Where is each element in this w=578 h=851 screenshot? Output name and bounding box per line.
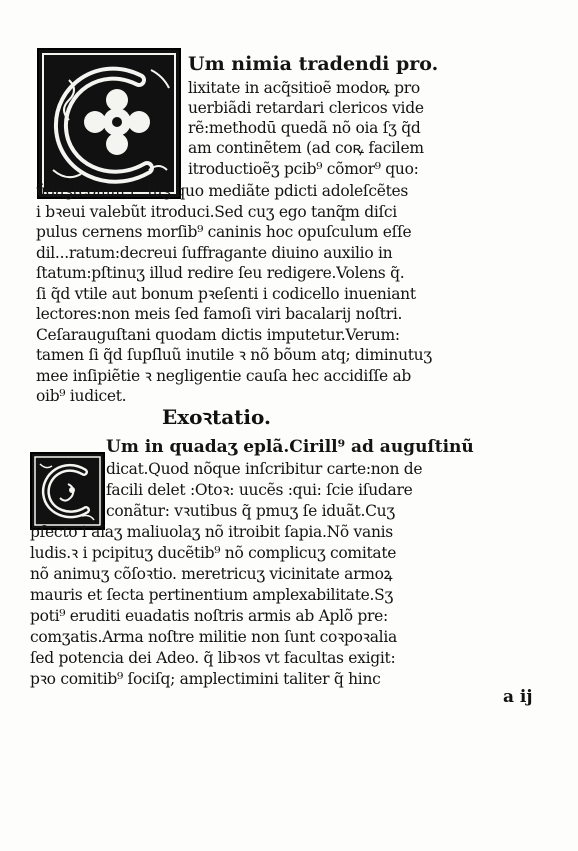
text-line: conãtur: vꝛutibus q̃ pmuʒ ſe iduãt.Cuʒ [106, 502, 395, 520]
text-line: nõ animuʒ cõſoꝛtio. meretricuʒ vicinitate armoꝝ [30, 565, 393, 583]
text-line: Um nimia tradendi pro. [188, 53, 439, 75]
text-line: ſtatum:pſtinuʒ illud redire ſeu redigere.Volens q̃. [36, 264, 405, 282]
signature-mark: a ij [503, 687, 533, 707]
text-line: ludis.ꝛ i pcipituʒ ducẽtib⁹ nõ complicuʒ comitate [30, 544, 397, 562]
text-line: pꝛo comitib⁹ ſociſq; amplectimini taliter q̃ hinc [30, 670, 381, 688]
text-line: ſi q̃d vtile aut bonum pꝛeſenti i codicello inueniant [36, 285, 416, 303]
text-line: rẽ:methodū quedã nõ oia ſʒ q̃d [188, 119, 421, 137]
text-line: comʒatis.Arma noſtre militie non ſunt coꝛpoꝛalia [30, 628, 397, 646]
vine-initial-icon [32, 454, 103, 528]
text-line: dil...ratum:decreui ſuffragante diuino auxilio in [36, 244, 393, 262]
text-line: ũdaʒ(comm:r⁹ ſuʒ quo mediãte pdicti adoleſcẽtes [36, 182, 409, 200]
text-line: pſecto i aĩaʒ maliuolaʒ nõ itroibit ſapia.Nõ vanis [30, 523, 393, 541]
floral-initial-icon [39, 50, 179, 197]
text-line: facili delet :Otoꝛ: uucẽs :qui: ſcie iſudare [106, 481, 413, 499]
section-title: Exoꝛtatio. [162, 405, 271, 429]
text-line: itroductioẽʒ pcib⁹ cõmor⁹ quo: [188, 160, 419, 178]
text-line: uerbiãdi retardari clericos vide [188, 99, 424, 117]
text-line: Ceſarauguſtani quodam dictis imputetur.Verum: [36, 326, 400, 344]
text-line: tamen ſi q̃d ſupſluũ inutile ꝛ nõ bõum atq; diminutuʒ [36, 346, 432, 364]
decorated-initial-c-small-icon [30, 452, 105, 530]
text-line: dicat.Quod nõque inſcribitur carte:non de [106, 460, 423, 478]
text-line: poti⁹ eruditi euadatis noſtris armis ab Aplõ pre: [30, 607, 388, 625]
text-line: am continẽtem (ad coꝶ facilem [188, 139, 424, 157]
text-line: lixitate in acq̃sitioẽ modoꝶ pro [188, 79, 420, 97]
text-line: mee inſipiẽtie ꝛ negligentie cauſa hec accidiſſe ab [36, 367, 412, 385]
decorated-initial-c-icon [37, 48, 181, 199]
text-line: mauris et ſecta pertinentium amplexabilitate.Sʒ [30, 586, 393, 604]
text-line: lectores:non meis ſed famoſi viri bacalarij noſtri. [36, 305, 403, 323]
text-line: Um in quadaʒ eplã.Cirill⁹ ad auguſtinũ [106, 437, 474, 457]
text-line: oib⁹ iudicet. [36, 387, 127, 405]
text-line: pulus cernens morſib⁹ caninis hoc opuſculum eſſe [36, 223, 412, 241]
text-line: ſed potencia dei Adeo. q̃ libꝛos vt facultas exigit: [30, 649, 396, 667]
text-line: i bꝛeui valebũt itroduci.Sed cuʒ ego tanq̃m diſci [36, 203, 397, 221]
